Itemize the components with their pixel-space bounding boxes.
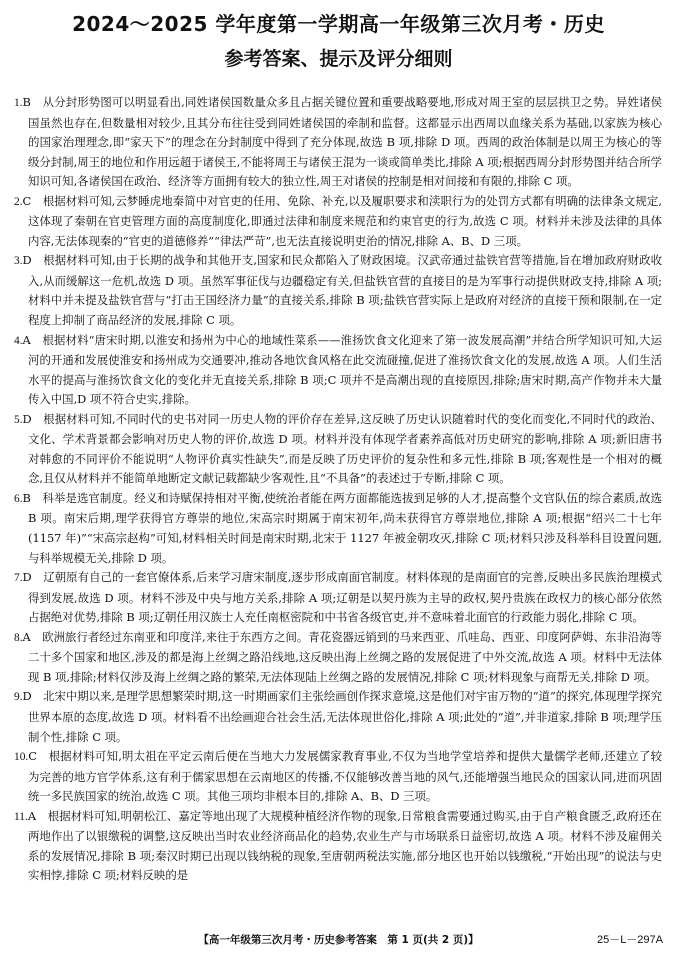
item-explanation: 北宋中期以来,是理学思想繁荣时期,这一时期画家们主张绘画创作探求意境,这是他们对宇宙万物的“道”的探究,体现理学探究世界本原的态度,故选 D 项。材料看不出绘画迎合社会生活,无法体现世俗化,排除 A 项;此处的“道”,并非道家,排除 B 项;理学压制个性,排除 C 项。 (28, 689, 662, 744)
item-number: 4. (14, 334, 23, 347)
answer-item-7 (14, 568, 662, 628)
item-number: 5. (14, 413, 23, 426)
item-explanation: 科举是选官制度。经义和诗赋保持相对平衡,使统治者能在两方面都能选拔到足够的人才,提高整个文官队伍的综合素质,故选 B 项。南宋后期,理学获得官方尊崇的地位,宋高宗时期属于南宋初年,尚未获得官方尊崇地位,排除 A 项;根据“绍兴二十七年(1157 年)”“宋高宗赵构”可知,材料相关时间是南宋时期,北宋于 1127 年被金朝攻灭,排除 C 项;材料只涉及科举科目设置问题,与科举规模无关,排除 D 项。 (28, 490, 662, 565)
footer-exam-code: 25－L－297A (596, 934, 663, 946)
item-number: 3. (14, 255, 23, 268)
item-explanation: 根据材料可知,不同时代的史书对同一历史人物的评价存在差异,这反映了历史认识随着时代的变化而变化,不同时代的政治、文化、学术背景都会影响对历史人物的评价,故选 D 项。材料并没有体现学者素养高低对历史研究的影响,排除 A 项;新旧唐书对韩愈的不同评价不能说明“人物评价真实性缺失”,而是反映了历史评价的复杂性和多元性,排除 B 项;客观性是一个相对的概念,且仅从材料并不能简单地断定文献记载都缺少客观性,且“不具备”的表述过于专断,排除 C 项。 (28, 411, 662, 486)
item-number: 2. (14, 195, 23, 208)
item-number: 9. (14, 691, 23, 704)
answer-item-6 (14, 489, 662, 568)
item-explanation: 根据材料可知,明太祖在平定云南后便在当地大力发展儒家教育事业,不仅为当地学堂培养和提供大量儒学老师,还建立了较为完善的地方官学体系,这有利于儒家思想在云南地区的传播,不仅能够改善当地的风气,还能增强当地民众的国家认同,进而巩固统一多民族国家的统治,故选 C 项。其他三项均非根本目的,排除 A、B、D 三项。 (28, 749, 662, 804)
answer-item-10 (14, 747, 662, 807)
footer-page-info: 【高一年级第三次月考・历史参考答案 第 1 页(共 2 页)】 (198, 934, 479, 946)
answer-item-5 (14, 410, 662, 489)
item-answer: D (22, 253, 32, 268)
item-explanation: 欧洲旅行者经过东南亚和印度洋,来往于东西方之间。青花瓷器远销到的马来西亚、爪哇岛、西亚、印度阿萨姆、东非沿海等二十多个国家和地区,涉及的都是海上丝绸之路沿线地,这反映出海上丝绸之路的发展促进了中外交流,故选 A 项。材料中无法体现 B 项,排除;材料仅涉及海上丝绸之路的繁荣,无法体现陆上丝绸之路的发展情况,排除 C 项;材料现象与商帮无关,排除 D 项。 (28, 629, 662, 684)
item-explanation: 根据材料“唐宋时期,以淮安和扬州为中心的地域性菜系——淮扬饮食文化迎来了第一波发展高潮”并结合所学知识可知,大运河的开通和发展使淮安和扬州成为交通要冲,推动各地饮食风格在此交流碰撞,促进了淮扬饮食文化的发展,故选 A 项。人们生活水平的提高与淮扬饮食文化的变化并无直接关系,排除 B 项;C 项并不是高潮出现的直接原因,排除;唐宋时期,高产作物并未大量传入中国,D 项不符合史实,排除。 (28, 332, 662, 407)
item-number: 8. (14, 631, 23, 644)
answer-item-3 (14, 251, 662, 330)
page-title: 2024～2025 学年度第一学期高一年级第三次月考・历史 (72, 12, 605, 36)
answer-item-8 (14, 628, 662, 688)
item-number: 1. (14, 97, 23, 109)
item-number: 7. (14, 572, 23, 585)
page-subtitle: 参考答案、提示及评分细则 (224, 48, 453, 70)
item-answer: B (22, 490, 31, 505)
item-number: 11. (14, 810, 28, 823)
item-explanation: 根据材料可知,由于长期的战争和其他开支,国家和民众都陷入了财政困境。汉武帝通过盐铁官营等措施,旨在增加政府财政收入,从而缓解这一危机,故选 D 项。虽然军事征伐与边疆稳定有关,但盐铁官营的直接目的是为军事行动提供财政支持,排除 A 项;材料中并未提及盐铁官营与“打击王国经济力量”的直接关系,排除 B 项;盐铁官营实际上是政府对经济的直接干预和限制,在一定程度上抑制了商品经济的发展,排除 C 项。 (28, 253, 662, 328)
answer-list (14, 93, 662, 886)
item-answer: A (22, 629, 31, 644)
item-answer: C (22, 193, 32, 208)
item-answer: D (22, 411, 32, 426)
item-explanation: 根据材料可知,明朝松江、嘉定等地出现了大规模种植经济作物的现象,日常粮食需要通过购买,由于自产粮食匮乏,政府还在两地作出了以银缴税的调整,这反映出当时农业经济商品化的趋势,农业生产与市场联系日益密切,故选 A 项。材料不涉及雇佣关系的发展情况,排除 B 项;秦汉时期已出现以钱纳税的现象,至唐朝两税法实施,部分地区也开始以钱缴税,“开始出现”的说法与史实相悖,排除 C 项;材料反映的是 (28, 808, 662, 883)
item-answer: A (27, 808, 37, 823)
answer-item-4 (14, 331, 662, 410)
item-answer: D (22, 689, 32, 704)
item-answer: C (28, 749, 37, 764)
item-answer: B (22, 95, 31, 109)
item-explanation: 从分封形势图可以明显看出,同姓诸侯国数量众多且占据关键位置和重要战略要地,形成对周王室的层层拱卫之势。异姓诸侯国虽然也存在,但数量相对较少,且其分布往往受到同姓诸侯国的牵制和监督。这都显示出西周以血缘关系为基础,以家族为核心的国家治理理念,即“家天下”的理念在分封制度中得到了充分体现,故选 B 项,排除 D 项。西周的政治体制是以周王为核心的等级分封制,周王的地位和作用远超于诸侯王,不能将周王与诸侯王混为一谈或简单类比,排除 A 项;根据西周分封形势图并结合所学知识可知,各诸侯国在政治、经济等方面拥有较大的独立性,周王对诸侯的控制是相对间接和有限的,排除 C 项。 (28, 95, 662, 189)
answer-item-1 (14, 93, 662, 192)
item-number: 6. (14, 492, 23, 505)
answer-item-9 (14, 687, 662, 747)
answer-item-11 (14, 807, 662, 886)
item-explanation: 辽朝原有自己的一套官僚体系,后来学习唐宋制度,逐步形成南面官制度。材料体现的是南面官的完善,反映出多民族治理模式得到发展,故选 D 项。材料不涉及中央与地方关系,排除 A 项;辽朝是以契丹族为主导的政权,契丹贵族在政权力的核心部分依然占据绝对优势,排除 B 项;辽朝任用汉族士人充任南枢密院和中书省各级官吏,并不意味着北面官的行政能力弱化,排除 C 项。 (28, 570, 662, 625)
answer-item-2 (14, 192, 662, 252)
page-footer (0, 931, 677, 949)
item-answer: A (22, 332, 31, 347)
item-answer: D (22, 570, 32, 585)
item-number: 10. (14, 751, 29, 764)
item-explanation: 根据材料可知,云梦睡虎地秦简中对官吏的任用、免除、补充,以及履职要求和渎职行为的处罚方式都有明确的法律条文规定,这体现了秦朝在官吏管理方面的高度制度化,即通过法律和制度来规范和约束官吏的行为,故选 C 项。材料并未涉及法律的具体内容,无法体现秦的“官吏的道德修养”“律法严苛”,也无法直接说明吏治的情况,排除 A、B、D 三项。 (28, 193, 662, 248)
